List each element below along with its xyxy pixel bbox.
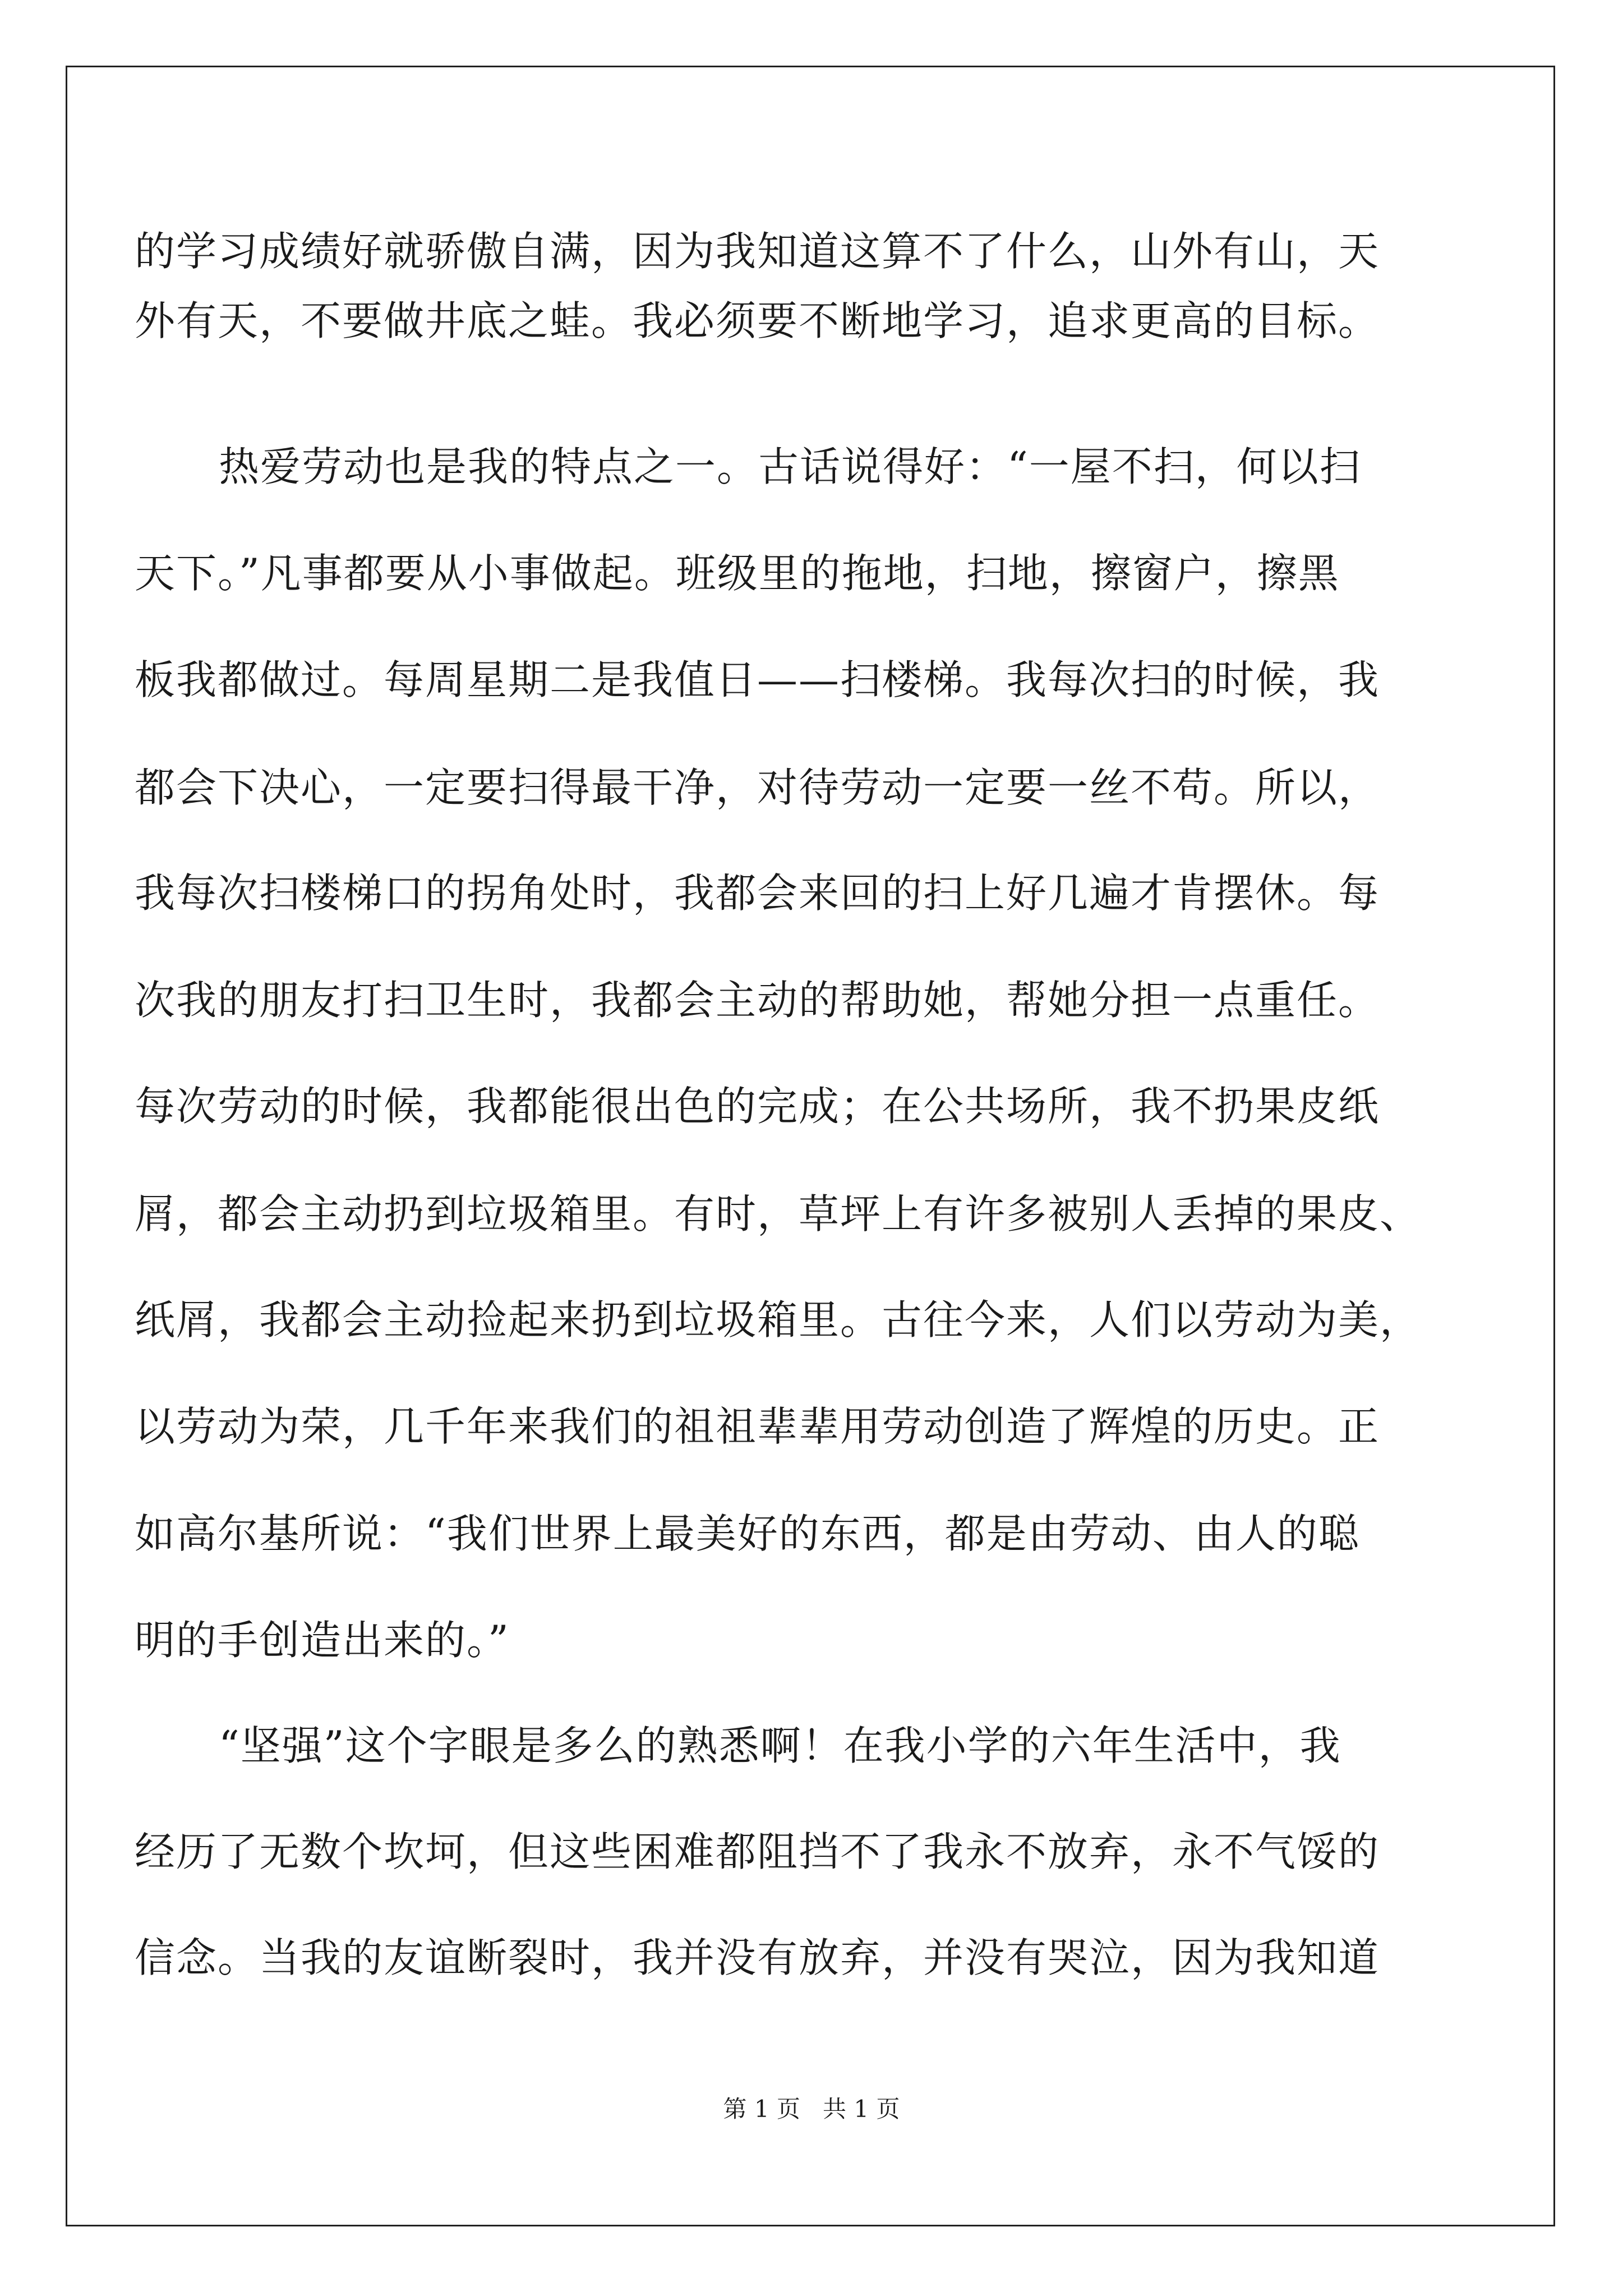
text-line: 屑，都会主动扔到垃圾箱里。有时，草坪上有许多被别人丢掉的果皮、 [135, 1190, 1422, 1237]
text-line: 每次劳动的时候，我都能很出色的完成；在公共场所，我不扔果皮纸 [135, 1083, 1380, 1130]
text-line: 我每次扫楼梯口的拐角处时，我都会来回的扫上好几遍才肯摆休。每 [135, 869, 1380, 917]
paragraph-start-line: “坚强”这个字眼是多么的熟悉啊！在我小学的六年生活中，我 [219, 1722, 1341, 1769]
text-line: 外有天，不要做井底之蛙。我必须要不断地学习，追求更高的目标。 [135, 297, 1380, 344]
paragraph-start-line: 热爱劳动也是我的特点之一。古话说得好：“一屋不扫，何以扫 [219, 443, 1361, 490]
text-line: 板我都做过。每周星期二是我值日——扫楼梯。我每次扫的时候，我 [135, 656, 1380, 703]
text-line: 次我的朋友打扫卫生时，我都会主动的帮助她，帮她分担一点重任。 [135, 977, 1380, 1024]
text-line: 经历了无数个坎坷，但这些困难都阻挡不了我永不放弃，永不气馁的 [135, 1828, 1380, 1875]
text-line: 天下。”凡事都要从小事做起。班级里的拖地，扫地，擦窗户，擦黑 [135, 550, 1340, 597]
text-line: 明的手创造出来的。” [135, 1617, 510, 1664]
text-line: 都会下决心，一定要扫得最干净，对待劳动一定要一丝不苟。所以， [135, 764, 1380, 811]
page-border [66, 66, 1555, 2226]
text-line: 信念。当我的友谊断裂时，我并没有放弃，并没有哭泣，因为我知道 [135, 1934, 1380, 1981]
text-line: 如高尔基所说：“我们世界上最美好的东西，都是由劳动、由人的聪 [135, 1510, 1360, 1557]
text-line: 纸屑，我都会主动捡起来扔到垃圾箱里。古往今来，人们以劳动为美， [135, 1296, 1422, 1343]
text-line: 的学习成绩好就骄傲自满，因为我知道这算不了什么，山外有山，天 [135, 228, 1380, 275]
text-line: 以劳动为荣，几千年来我们的祖祖辈辈用劳动创造了辉煌的历史。正 [135, 1403, 1380, 1450]
page-number-footer: 第 1 页 共 1 页 [723, 2095, 900, 2123]
